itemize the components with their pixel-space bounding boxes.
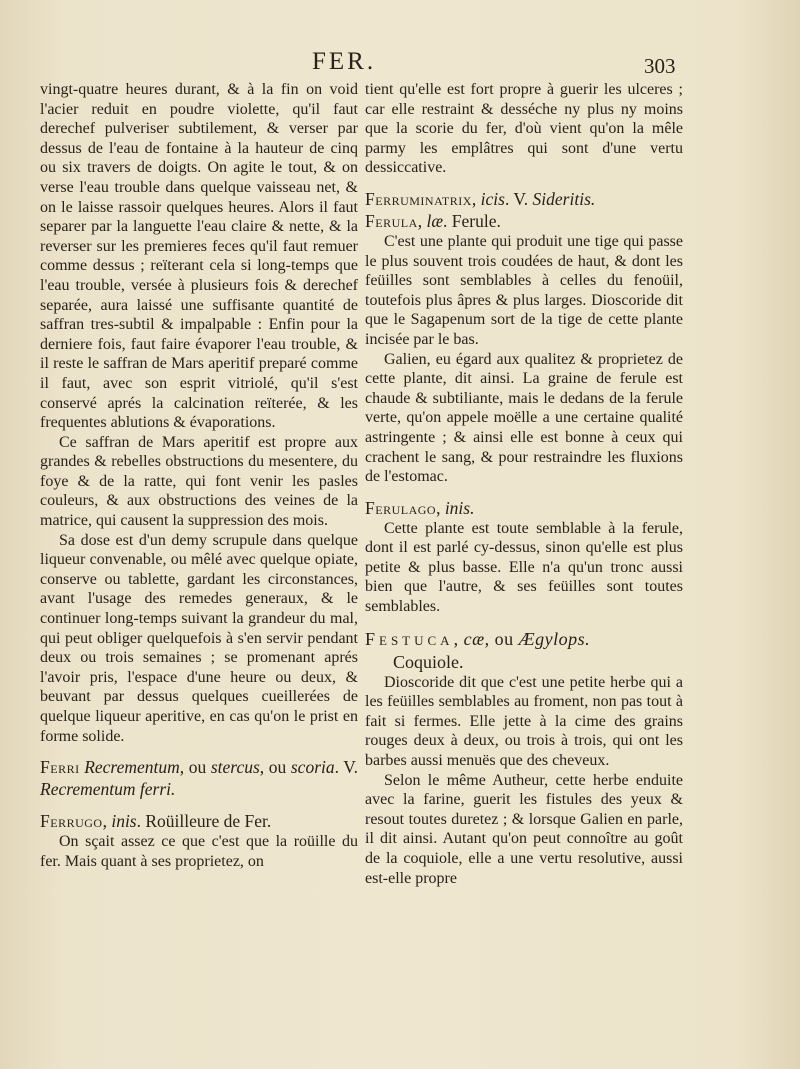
left-paragraph-4: On sçait assez ce que c'est que la roüille du fer. Mais quant à ses proprietez, on bbox=[40, 833, 358, 870]
left-column bbox=[40, 80, 358, 871]
entry-gloss: . Roüilleure de Fer. bbox=[136, 811, 272, 832]
entry-festuca-gloss: Coquiole. bbox=[393, 651, 464, 672]
entry-headword: Ferulago bbox=[365, 497, 437, 518]
right-paragraph-1: tient qu'elle est fort propre à guerir les ulceres ; car elle restraint & desséche ny plus ny moins que la scorie du fer, d'où vient qu'on la mêle parmy les emplâtres qui sont d'une vertu dessiccative. bbox=[365, 81, 683, 177]
right-paragraph-4: Cette plante est toute semblable à la ferule, dont il est parlé cy-dessus, sinon qu'elle est plus petite & plus basse. Elle n'a qu'un tronc aussi bien que l'autre, & ses feüilles sont toutes semblables. bbox=[365, 519, 683, 616]
entry-headword: Ferri bbox=[40, 757, 80, 778]
entry-festuca-heading: Festuca, cæ, ou Ægylops. bbox=[365, 628, 591, 649]
right-paragraph-6: Selon le même Autheur, cette herbe enduite avec la farine, guerit les fistules des yeux & resout toutes duretez ; & lorsque Galien en parle, il dit ainsi. Autant qu'on peut connoître au goût de la coquiole, elle a une vertu resolutive, aussi est-elle propre bbox=[365, 771, 683, 887]
entry-ferulago-heading: Ferulago, inis. bbox=[365, 497, 475, 518]
entry-headword: Ferula bbox=[365, 210, 418, 231]
right-column bbox=[365, 80, 683, 888]
entry-genitive: inis. bbox=[444, 497, 475, 518]
entry-reference-marker: . V. bbox=[334, 757, 359, 778]
entry-separator: , ou bbox=[484, 628, 514, 649]
entry-genitive: icis bbox=[480, 188, 505, 209]
entry-reference-marker: . V. bbox=[504, 188, 529, 209]
entry-ferri-heading bbox=[40, 756, 358, 800]
running-head bbox=[0, 44, 800, 84]
entry-reference: Recrementum ferri. bbox=[40, 779, 176, 800]
entry-genitive: cæ bbox=[463, 628, 485, 649]
entry-ferula-heading: Ferula, læ. Ferule. bbox=[365, 210, 501, 231]
entry-headword: Ferruminatrix bbox=[365, 188, 472, 209]
right-paragraph-5: Dioscoride dit que c'est une petite herbe qui a les feüilles semblables au froment, non pas tout à fait si fermes. Elle jette à la cime des grains rouges deux à deux, ou trois à trois, qui ont les barbes aussi menuës que des cheveux. bbox=[365, 673, 683, 770]
page-number: 303 bbox=[644, 54, 676, 78]
left-paragraph-1: vingt-quatre heures durant, & à la fin on void l'acier reduit en poudre violette, qu'il faut derechef pulveriser subtilement, & verser par dessus de l'eau de fontaine à la hauteur de cinq ou six travers de doigts. On agite le tout, & on verse l'eau trouble dans quelque vaisseau net, & on le laisse rassoir quelques heures. Alors il faut separer par la languette l'eau claire & nette, & la reverser sur les premieres feces qu'il faut remuer comme dessus ; reïterant cela si long-temps que l'eau trouble, versée à plusieurs fois & derechef separée, aura laissé une suffisante quantité de saffran tres-subtil & impalpable : Enfin pour la derniere fois, faut faire évaporer l'eau trouble, & il reste le saffran de Mars aperitif preparé comme il faut, avec son esprit vitriolé, qu'il s'est conservé aprés la calcination reïterée, & les frequentes ablutions & évaporations. bbox=[40, 81, 358, 432]
entry-reference: Sideritis. bbox=[532, 188, 596, 209]
left-paragraph-2: Ce saffran de Mars aperitif est propre aux grandes & rebelles obstructions du mesentere, du foye & de la ratte, qui font venir les pasles couleurs, & aux obstructions des veines de la matrice, qui causent la suppression des mois. bbox=[40, 433, 358, 530]
entry-alt-name: scoria bbox=[290, 757, 335, 778]
entry-genitive: læ bbox=[426, 210, 444, 231]
entry-ferruminatrix-heading: Ferruminatrix, icis. V. Sideritis. bbox=[365, 188, 596, 209]
entry-latin: Recrementum bbox=[84, 757, 180, 778]
entry-headword: Festuca bbox=[365, 628, 454, 649]
right-paragraph-3: Galien, eu égard aux qualitez & proprietez de cette plante, dit ainsi. La graine de ferule est chaude & subtiliante, mais le dedans de la ferule verte, qu'on appele moëlle a une certaine qualité astringente ; & ainsi elle est bonne à ceux qui crachent le sang, & pour restraindre les fluxions de l'estomac. bbox=[365, 350, 683, 486]
running-head-title: FER. bbox=[312, 48, 377, 75]
entry-ferrugo-heading: Ferrugo, inis. Roüilleure de Fer. bbox=[40, 811, 272, 832]
entry-separator: , ou bbox=[259, 757, 287, 778]
entry-gloss: . Ferule. bbox=[443, 210, 501, 231]
right-paragraph-2: C'est une plante qui produit une tige qui passe le plus souvent trois coudées de haut, & dont les feüilles sont semblables à celles du fenoüil, toutefois plus âpres & plus larges. Dioscoride dit que le Sagapenum sort de la tige de cette plante incisée par le bas. bbox=[365, 232, 683, 348]
entry-headword: Ferrugo bbox=[40, 811, 103, 832]
entry-separator: , ou bbox=[179, 757, 207, 778]
entry-alt-name: stercus bbox=[210, 757, 260, 778]
entry-alt-name: Ægylops. bbox=[518, 628, 591, 649]
entry-genitive: inis bbox=[111, 811, 137, 832]
left-paragraph-3: Sa dose est d'un demy scrupule dans quelque liqueur convenable, ou mêlé avec quelque opiate, conserve ou tablette, gardant les circonstances, avant l'usage des remedes generaux, & le continuer long-temps suivant la grandeur du mal, qui peut obliger quelquefois à s'en servir pendant deux ou trois semaines ; se promenant aprés l'avoir pris, l'espace d'une heure ou deux, & beuvant par dessus quelques cueillerées de quelque liqueur aperitive, en cas qu'on le prist en forme solide. bbox=[40, 531, 358, 745]
